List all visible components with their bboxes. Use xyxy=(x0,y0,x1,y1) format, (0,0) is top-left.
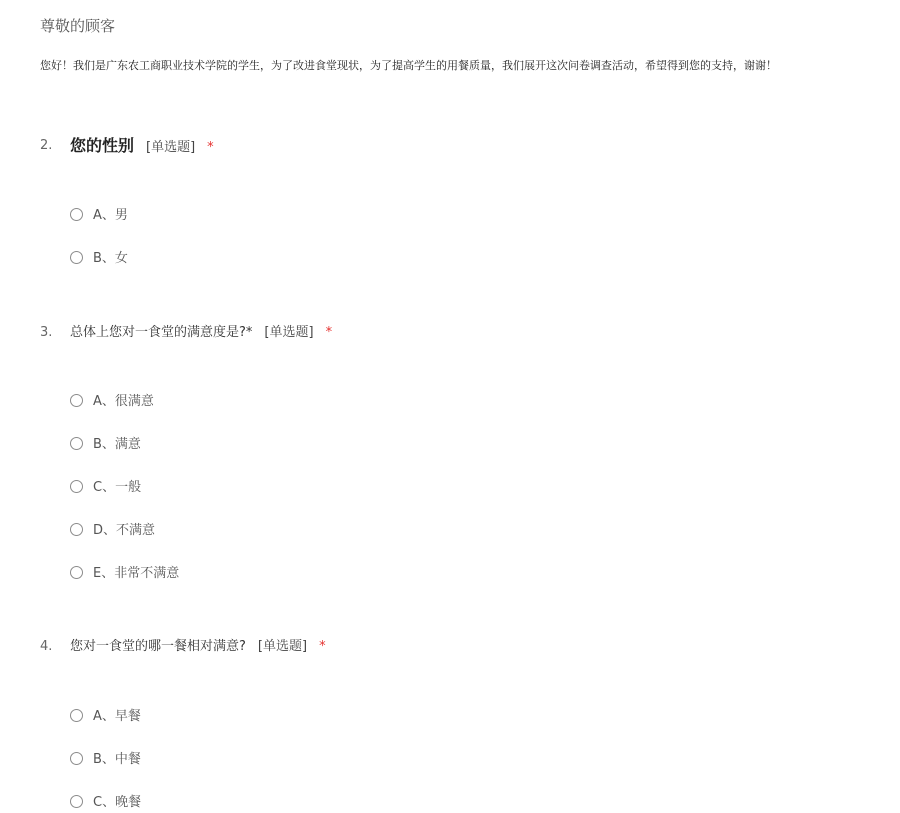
radio-button[interactable] xyxy=(70,709,83,722)
intro-text: 您好！我们是广东农工商职业技术学院的学生，为了改进食堂现状，为了提高学生的用餐质量，我们展开这次问卷调查活动，希望得到您的支持，谢谢！ xyxy=(40,59,777,72)
question-title: 您的性别 xyxy=(70,136,135,155)
question-number: 4. xyxy=(40,639,53,654)
option-label: B、中餐 xyxy=(93,752,141,767)
question-title: 总体上您对一食堂的满意度是?* xyxy=(70,325,253,340)
option-label: B、女 xyxy=(93,251,128,266)
question-4 xyxy=(40,635,880,810)
question-number: 2. xyxy=(40,138,53,153)
required-marker: * xyxy=(319,639,326,654)
option-label: A、男 xyxy=(93,208,128,223)
option-label: B、满意 xyxy=(93,437,141,452)
option-label: D、不满意 xyxy=(93,523,156,538)
question-header xyxy=(40,321,880,345)
question-number: 3. xyxy=(40,325,53,340)
required-marker: * xyxy=(325,325,333,340)
option-label: E、非常不满意 xyxy=(93,566,180,581)
radio-button[interactable] xyxy=(70,437,83,450)
greeting-heading: 尊敬的顾客 xyxy=(40,17,116,35)
radio-button[interactable] xyxy=(70,795,83,808)
radio-button[interactable] xyxy=(70,752,83,765)
question-header xyxy=(40,134,880,158)
radio-button[interactable] xyxy=(70,480,83,493)
radio-button[interactable] xyxy=(70,523,83,536)
option-label: A、很满意 xyxy=(93,394,154,409)
required-marker: * xyxy=(207,140,214,155)
option-label: A、早餐 xyxy=(93,709,141,724)
question-2 xyxy=(40,134,880,266)
question-type: [单选题] xyxy=(264,325,314,340)
radio-button[interactable] xyxy=(70,208,83,221)
radio-button[interactable] xyxy=(70,566,83,579)
radio-button[interactable] xyxy=(70,394,83,407)
option-label: C、晚餐 xyxy=(93,795,142,810)
question-3 xyxy=(40,321,880,581)
question-type: [单选题] xyxy=(257,639,308,654)
question-header xyxy=(40,635,880,659)
radio-button[interactable] xyxy=(70,251,83,264)
option-label: C、一般 xyxy=(93,480,142,495)
question-title: 您对一食堂的哪一餐相对满意? xyxy=(70,639,246,654)
question-type: [单选题] xyxy=(146,140,196,155)
